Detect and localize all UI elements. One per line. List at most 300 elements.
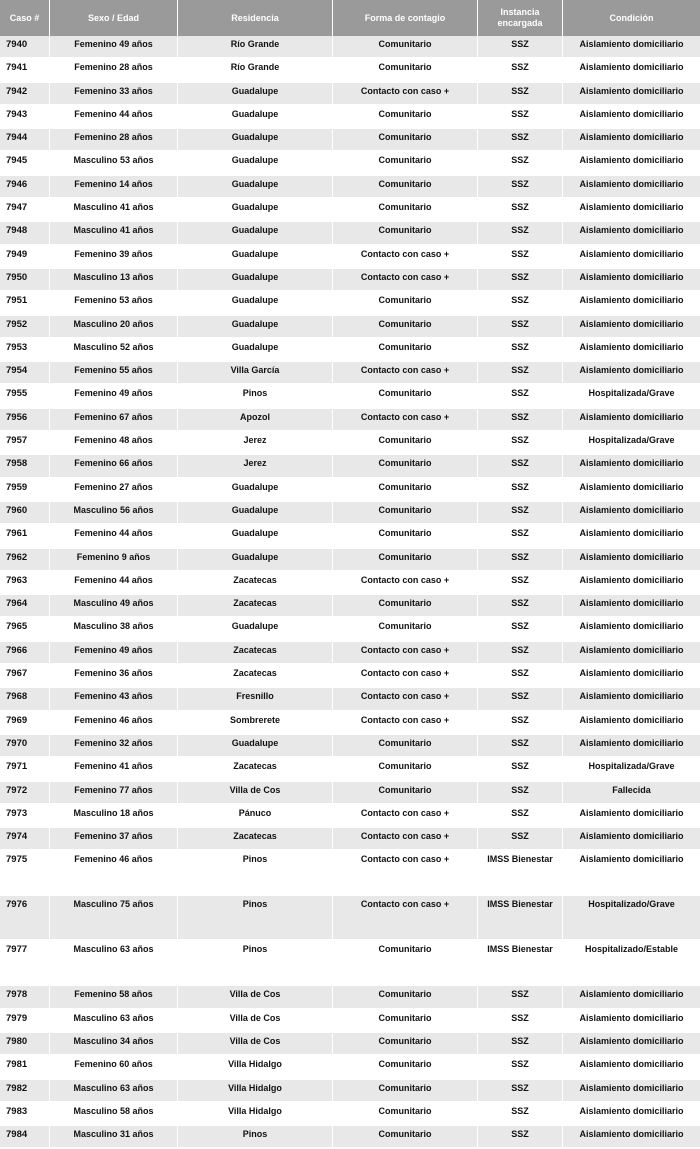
cell-residence: Villa Hidalgo — [178, 1103, 333, 1126]
cell-condition: Aislamiento domiciliario — [563, 851, 700, 896]
cell-institution: SSZ — [478, 36, 563, 59]
cell-contagion: Comunitario — [333, 1056, 478, 1079]
table-row — [0, 316, 700, 339]
table-row — [0, 246, 700, 269]
cell-institution: SSZ — [478, 758, 563, 781]
cell-condition: Aislamiento domiciliario — [563, 409, 700, 432]
header-institution: Instancia encargada — [478, 0, 563, 36]
cell-sex-age: Masculino 56 años — [50, 502, 178, 525]
cell-case: 7972 — [0, 782, 50, 805]
cell-sex-age: Femenino 46 años — [50, 851, 178, 896]
cell-case: 7969 — [0, 712, 50, 735]
cell-institution: SSZ — [478, 735, 563, 758]
cell-sex-age: Femenino 28 años — [50, 129, 178, 152]
cell-sex-age: Femenino 36 años — [50, 665, 178, 688]
table-row — [0, 782, 700, 805]
cell-case: 7966 — [0, 642, 50, 665]
cell-institution: SSZ — [478, 455, 563, 478]
cell-condition: Hospitalizada/Grave — [563, 432, 700, 455]
cell-condition: Aislamiento domiciliario — [563, 525, 700, 548]
header-condition: Condición — [563, 0, 700, 36]
cell-sex-age: Masculino 31 años — [50, 1126, 178, 1149]
cell-condition: Aislamiento domiciliario — [563, 1056, 700, 1079]
cell-sex-age: Femenino 77 años — [50, 782, 178, 805]
cell-sex-age: Masculino 20 años — [50, 316, 178, 339]
table-row — [0, 642, 700, 665]
cell-sex-age: Femenino 58 años — [50, 986, 178, 1009]
table-row — [0, 665, 700, 688]
cell-condition: Aislamiento domiciliario — [563, 572, 700, 595]
cell-residence: Pinos — [178, 941, 333, 986]
header-case: Caso # — [0, 0, 50, 36]
cell-contagion: Comunitario — [333, 986, 478, 1009]
cell-institution: SSZ — [478, 479, 563, 502]
cell-residence: Pinos — [178, 385, 333, 408]
cell-institution: SSZ — [478, 292, 563, 315]
table-row — [0, 455, 700, 478]
cell-institution: SSZ — [478, 106, 563, 129]
cell-residence: Villa García — [178, 362, 333, 385]
cell-sex-age: Masculino 58 años — [50, 1103, 178, 1126]
cell-contagion: Comunitario — [333, 129, 478, 152]
cell-contagion: Comunitario — [333, 1103, 478, 1126]
cell-residence: Río Grande — [178, 59, 333, 82]
cell-sex-age: Femenino 49 años — [50, 642, 178, 665]
cell-case: 7958 — [0, 455, 50, 478]
cell-sex-age: Masculino 13 años — [50, 269, 178, 292]
cell-contagion: Contacto con caso + — [333, 851, 478, 896]
cell-residence: Villa de Cos — [178, 1033, 333, 1056]
cell-institution: SSZ — [478, 246, 563, 269]
table-row — [0, 269, 700, 292]
cell-residence: Jerez — [178, 432, 333, 455]
cell-residence: Guadalupe — [178, 525, 333, 548]
cell-residence: Zacatecas — [178, 595, 333, 618]
cell-institution: SSZ — [478, 152, 563, 175]
cell-case: 7982 — [0, 1080, 50, 1103]
cell-case: 7976 — [0, 896, 50, 941]
cell-institution: SSZ — [478, 199, 563, 222]
cell-sex-age: Femenino 41 años — [50, 758, 178, 781]
cell-condition: Aislamiento domiciliario — [563, 688, 700, 711]
cell-sex-age: Femenino 9 años — [50, 549, 178, 572]
table-row — [0, 828, 700, 851]
cell-residence: Guadalupe — [178, 735, 333, 758]
table-row — [0, 525, 700, 548]
cell-case: 7984 — [0, 1126, 50, 1149]
table-row — [0, 572, 700, 595]
cell-residence: Pinos — [178, 896, 333, 941]
cell-condition: Hospitalizado/Grave — [563, 896, 700, 941]
cell-case: 7968 — [0, 688, 50, 711]
cell-condition: Aislamiento domiciliario — [563, 316, 700, 339]
cell-contagion: Contacto con caso + — [333, 83, 478, 106]
cell-condition: Aislamiento domiciliario — [563, 152, 700, 175]
table-row — [0, 712, 700, 735]
cell-contagion: Comunitario — [333, 36, 478, 59]
table-row — [0, 106, 700, 129]
table-row — [0, 59, 700, 82]
table-row — [0, 292, 700, 315]
cell-institution: SSZ — [478, 618, 563, 641]
table-row — [0, 222, 700, 245]
cell-case: 7941 — [0, 59, 50, 82]
cell-contagion: Comunitario — [333, 1010, 478, 1033]
cell-contagion: Comunitario — [333, 1126, 478, 1149]
cell-residence: Guadalupe — [178, 549, 333, 572]
table-row — [0, 1126, 700, 1149]
cell-residence: Guadalupe — [178, 222, 333, 245]
cell-case: 7945 — [0, 152, 50, 175]
cell-institution: SSZ — [478, 525, 563, 548]
cell-institution: SSZ — [478, 828, 563, 851]
cell-case: 7951 — [0, 292, 50, 315]
cell-institution: SSZ — [478, 339, 563, 362]
cell-contagion: Comunitario — [333, 479, 478, 502]
cell-residence: Guadalupe — [178, 83, 333, 106]
cell-contagion: Contacto con caso + — [333, 246, 478, 269]
header-residence: Residencia — [178, 0, 333, 36]
cell-institution: IMSS Bienestar — [478, 896, 563, 941]
cell-condition: Aislamiento domiciliario — [563, 1080, 700, 1103]
table-row — [0, 409, 700, 432]
cell-condition: Aislamiento domiciliario — [563, 986, 700, 1009]
cell-case: 7965 — [0, 618, 50, 641]
cell-contagion: Comunitario — [333, 432, 478, 455]
cell-condition: Aislamiento domiciliario — [563, 59, 700, 82]
cell-contagion: Comunitario — [333, 316, 478, 339]
cell-condition: Aislamiento domiciliario — [563, 339, 700, 362]
cell-condition: Aislamiento domiciliario — [563, 199, 700, 222]
cell-sex-age: Femenino 44 años — [50, 525, 178, 548]
cell-institution: SSZ — [478, 1080, 563, 1103]
cell-institution: SSZ — [478, 129, 563, 152]
cell-condition: Aislamiento domiciliario — [563, 1010, 700, 1033]
cell-condition: Fallecida — [563, 782, 700, 805]
table-row — [0, 941, 700, 986]
cell-case: 7953 — [0, 339, 50, 362]
cell-contagion: Comunitario — [333, 941, 478, 986]
cell-sex-age: Femenino 33 años — [50, 83, 178, 106]
cell-residence: Sombrerete — [178, 712, 333, 735]
cell-institution: IMSS Bienestar — [478, 941, 563, 986]
cell-case: 7949 — [0, 246, 50, 269]
cell-case: 7943 — [0, 106, 50, 129]
cell-case: 7955 — [0, 385, 50, 408]
cell-case: 7957 — [0, 432, 50, 455]
cell-case: 7956 — [0, 409, 50, 432]
cell-sex-age: Femenino 44 años — [50, 106, 178, 129]
cell-case: 7940 — [0, 36, 50, 59]
cell-condition: Aislamiento domiciliario — [563, 479, 700, 502]
table-row — [0, 83, 700, 106]
cell-institution: SSZ — [478, 316, 563, 339]
cell-case: 7942 — [0, 83, 50, 106]
table-row — [0, 502, 700, 525]
table-row — [0, 1033, 700, 1056]
table-row — [0, 1103, 700, 1126]
cell-case: 7962 — [0, 549, 50, 572]
cell-residence: Villa de Cos — [178, 782, 333, 805]
cell-contagion: Comunitario — [333, 385, 478, 408]
cell-sex-age: Femenino 49 años — [50, 36, 178, 59]
cell-residence: Guadalupe — [178, 479, 333, 502]
cell-condition: Aislamiento domiciliario — [563, 549, 700, 572]
cell-sex-age: Femenino 37 años — [50, 828, 178, 851]
table-row — [0, 199, 700, 222]
cell-condition: Aislamiento domiciliario — [563, 222, 700, 245]
cell-sex-age: Femenino 67 años — [50, 409, 178, 432]
cell-condition: Aislamiento domiciliario — [563, 828, 700, 851]
cell-contagion: Comunitario — [333, 59, 478, 82]
cell-contagion: Comunitario — [333, 222, 478, 245]
cell-contagion: Contacto con caso + — [333, 805, 478, 828]
cell-contagion: Comunitario — [333, 1033, 478, 1056]
cell-institution: SSZ — [478, 409, 563, 432]
cell-residence: Guadalupe — [178, 292, 333, 315]
cell-contagion: Contacto con caso + — [333, 269, 478, 292]
cell-sex-age: Femenino 46 años — [50, 712, 178, 735]
cell-condition: Aislamiento domiciliario — [563, 36, 700, 59]
cell-case: 7948 — [0, 222, 50, 245]
cell-sex-age: Femenino 49 años — [50, 385, 178, 408]
cell-contagion: Comunitario — [333, 549, 478, 572]
cell-contagion: Comunitario — [333, 176, 478, 199]
cell-residence: Guadalupe — [178, 339, 333, 362]
cell-condition: Aislamiento domiciliario — [563, 1103, 700, 1126]
cell-institution: SSZ — [478, 362, 563, 385]
cell-case: 7967 — [0, 665, 50, 688]
cell-condition: Hospitalizado/Estable — [563, 941, 700, 986]
cell-contagion: Comunitario — [333, 502, 478, 525]
cell-case: 7950 — [0, 269, 50, 292]
cell-condition: Aislamiento domiciliario — [563, 735, 700, 758]
cell-institution: SSZ — [478, 572, 563, 595]
cell-condition: Aislamiento domiciliario — [563, 665, 700, 688]
cell-contagion: Contacto con caso + — [333, 688, 478, 711]
cell-case: 7952 — [0, 316, 50, 339]
table-row — [0, 688, 700, 711]
cell-sex-age: Masculino 53 años — [50, 152, 178, 175]
cell-case: 7977 — [0, 941, 50, 986]
cell-sex-age: Masculino 38 años — [50, 618, 178, 641]
cell-sex-age: Femenino 60 años — [50, 1056, 178, 1079]
cell-contagion: Contacto con caso + — [333, 642, 478, 665]
cell-sex-age: Femenino 28 años — [50, 59, 178, 82]
table-row — [0, 1010, 700, 1033]
cell-institution: SSZ — [478, 269, 563, 292]
cell-condition: Hospitalizada/Grave — [563, 758, 700, 781]
cell-residence: Villa Hidalgo — [178, 1080, 333, 1103]
cell-condition: Aislamiento domiciliario — [563, 129, 700, 152]
cell-contagion: Comunitario — [333, 106, 478, 129]
header-contagion: Forma de contagio — [333, 0, 478, 36]
cell-residence: Guadalupe — [178, 618, 333, 641]
cell-case: 7963 — [0, 572, 50, 595]
table-body — [0, 36, 700, 1149]
table-row — [0, 1080, 700, 1103]
table-row — [0, 362, 700, 385]
cell-contagion: Comunitario — [333, 292, 478, 315]
cell-institution: SSZ — [478, 1033, 563, 1056]
cell-institution: SSZ — [478, 642, 563, 665]
cell-contagion: Comunitario — [333, 152, 478, 175]
cell-case: 7944 — [0, 129, 50, 152]
table-row — [0, 986, 700, 1009]
cell-institution: SSZ — [478, 1126, 563, 1149]
cell-condition: Aislamiento domiciliario — [563, 1033, 700, 1056]
cell-residence: Guadalupe — [178, 269, 333, 292]
table-row — [0, 176, 700, 199]
cell-institution: SSZ — [478, 222, 563, 245]
cell-residence: Apozol — [178, 409, 333, 432]
cell-condition: Aislamiento domiciliario — [563, 176, 700, 199]
cell-sex-age: Masculino 75 años — [50, 896, 178, 941]
cell-residence: Villa de Cos — [178, 986, 333, 1009]
cell-institution: SSZ — [478, 385, 563, 408]
table-row — [0, 851, 700, 896]
cell-residence: Zacatecas — [178, 758, 333, 781]
table-row — [0, 129, 700, 152]
cell-condition: Aislamiento domiciliario — [563, 362, 700, 385]
cell-contagion: Contacto con caso + — [333, 828, 478, 851]
cell-condition: Aislamiento domiciliario — [563, 83, 700, 106]
cell-case: 7980 — [0, 1033, 50, 1056]
table-row — [0, 758, 700, 781]
cell-sex-age: Masculino 41 años — [50, 199, 178, 222]
table-row — [0, 896, 700, 941]
cell-contagion: Contacto con caso + — [333, 572, 478, 595]
cell-residence: Fresnillo — [178, 688, 333, 711]
cell-sex-age: Femenino 55 años — [50, 362, 178, 385]
cell-contagion: Contacto con caso + — [333, 409, 478, 432]
cell-sex-age: Femenino 14 años — [50, 176, 178, 199]
cell-contagion: Comunitario — [333, 758, 478, 781]
cell-residence: Guadalupe — [178, 176, 333, 199]
cell-residence: Pinos — [178, 1126, 333, 1149]
cell-residence: Pinos — [178, 851, 333, 896]
cell-residence: Zacatecas — [178, 828, 333, 851]
cell-sex-age: Masculino 49 años — [50, 595, 178, 618]
cell-condition: Aislamiento domiciliario — [563, 246, 700, 269]
table-row — [0, 385, 700, 408]
cell-residence: Villa Hidalgo — [178, 1056, 333, 1079]
cell-institution: SSZ — [478, 59, 563, 82]
header-row — [0, 0, 700, 36]
cell-condition: Aislamiento domiciliario — [563, 269, 700, 292]
table-row — [0, 479, 700, 502]
table-row — [0, 339, 700, 362]
cell-case: 7964 — [0, 595, 50, 618]
cell-institution: SSZ — [478, 83, 563, 106]
cell-condition: Aislamiento domiciliario — [563, 106, 700, 129]
cell-residence: Río Grande — [178, 36, 333, 59]
table-row — [0, 595, 700, 618]
cell-case: 7961 — [0, 525, 50, 548]
cell-condition: Aislamiento domiciliario — [563, 502, 700, 525]
cell-sex-age: Femenino 39 años — [50, 246, 178, 269]
header-sex-age: Sexo / Edad — [50, 0, 178, 36]
cell-institution: SSZ — [478, 1010, 563, 1033]
cell-case: 7978 — [0, 986, 50, 1009]
cell-sex-age: Femenino 66 años — [50, 455, 178, 478]
cell-institution: SSZ — [478, 665, 563, 688]
cell-sex-age: Masculino 41 años — [50, 222, 178, 245]
table-row — [0, 1056, 700, 1079]
cell-sex-age: Masculino 52 años — [50, 339, 178, 362]
cell-sex-age: Femenino 44 años — [50, 572, 178, 595]
cell-sex-age: Masculino 63 años — [50, 941, 178, 986]
cell-contagion: Comunitario — [333, 782, 478, 805]
cell-sex-age: Masculino 63 años — [50, 1080, 178, 1103]
cell-sex-age: Masculino 18 años — [50, 805, 178, 828]
cell-condition: Aislamiento domiciliario — [563, 1126, 700, 1149]
cell-contagion: Comunitario — [333, 735, 478, 758]
cell-condition: Aislamiento domiciliario — [563, 292, 700, 315]
cell-residence: Guadalupe — [178, 199, 333, 222]
cell-institution: SSZ — [478, 986, 563, 1009]
cell-case: 7975 — [0, 851, 50, 896]
cell-residence: Jerez — [178, 455, 333, 478]
cell-case: 7974 — [0, 828, 50, 851]
cell-contagion: Comunitario — [333, 339, 478, 362]
cell-case: 7960 — [0, 502, 50, 525]
cell-residence: Zacatecas — [178, 665, 333, 688]
cell-condition: Aislamiento domiciliario — [563, 595, 700, 618]
cell-sex-age: Masculino 63 años — [50, 1010, 178, 1033]
cell-institution: SSZ — [478, 176, 563, 199]
cell-institution: SSZ — [478, 712, 563, 735]
cell-sex-age: Femenino 53 años — [50, 292, 178, 315]
cell-contagion: Comunitario — [333, 199, 478, 222]
cell-case: 7970 — [0, 735, 50, 758]
cell-residence: Guadalupe — [178, 316, 333, 339]
table-row — [0, 735, 700, 758]
cell-case: 7981 — [0, 1056, 50, 1079]
cell-residence: Guadalupe — [178, 246, 333, 269]
cell-condition: Hospitalizada/Grave — [563, 385, 700, 408]
cell-residence: Pánuco — [178, 805, 333, 828]
cell-condition: Aislamiento domiciliario — [563, 712, 700, 735]
cell-contagion: Comunitario — [333, 455, 478, 478]
cell-case: 7947 — [0, 199, 50, 222]
cell-contagion: Contacto con caso + — [333, 362, 478, 385]
cell-residence: Guadalupe — [178, 152, 333, 175]
table-row — [0, 618, 700, 641]
cell-contagion: Comunitario — [333, 595, 478, 618]
cell-residence: Guadalupe — [178, 502, 333, 525]
cell-institution: SSZ — [478, 688, 563, 711]
cell-condition: Aislamiento domiciliario — [563, 805, 700, 828]
table-row — [0, 805, 700, 828]
cell-residence: Zacatecas — [178, 642, 333, 665]
cell-institution: SSZ — [478, 595, 563, 618]
cell-condition: Aislamiento domiciliario — [563, 618, 700, 641]
cell-contagion: Contacto con caso + — [333, 712, 478, 735]
cell-sex-age: Femenino 27 años — [50, 479, 178, 502]
cell-condition: Aislamiento domiciliario — [563, 642, 700, 665]
cell-case: 7979 — [0, 1010, 50, 1033]
cell-sex-age: Femenino 48 años — [50, 432, 178, 455]
cell-institution: IMSS Bienestar — [478, 851, 563, 896]
cell-case: 7954 — [0, 362, 50, 385]
table-row — [0, 152, 700, 175]
cell-residence: Villa de Cos — [178, 1010, 333, 1033]
cell-contagion: Contacto con caso + — [333, 665, 478, 688]
cell-contagion: Comunitario — [333, 525, 478, 548]
cell-institution: SSZ — [478, 1056, 563, 1079]
cell-case: 7946 — [0, 176, 50, 199]
